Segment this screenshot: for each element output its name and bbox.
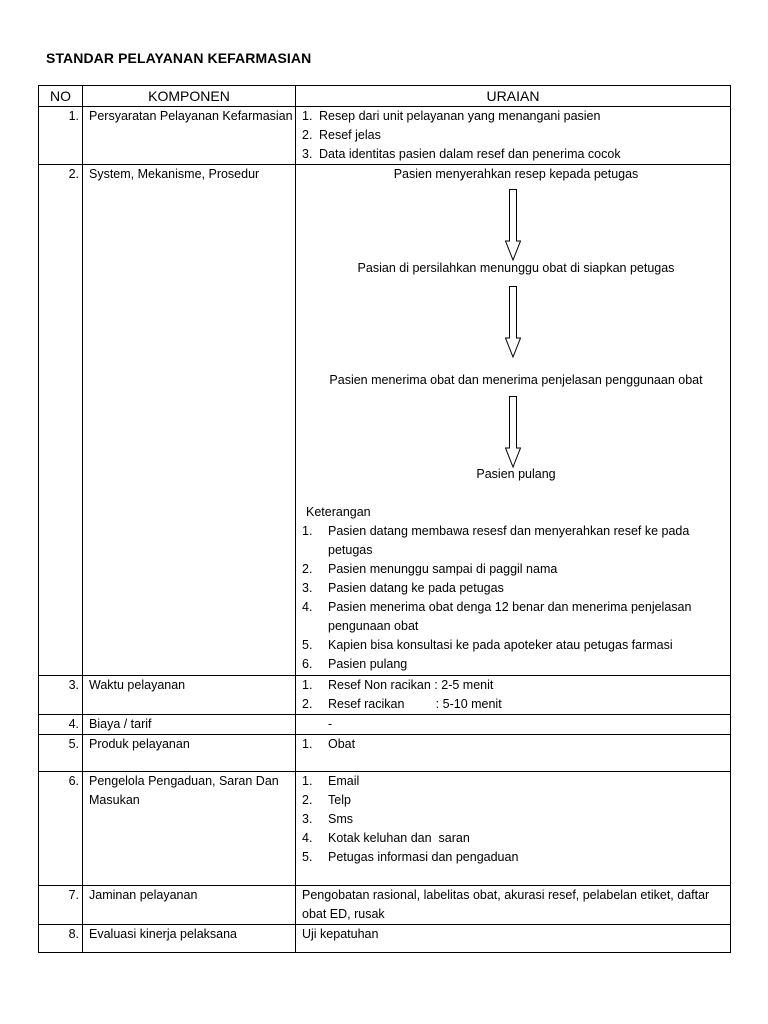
table-row <box>39 925 731 953</box>
row-komponen: Waktu pelayanan <box>83 676 296 715</box>
row-komponen: Evaluasi kinerja pelaksana <box>83 925 296 953</box>
row-komponen: Jaminan pelayanan <box>83 886 296 925</box>
table-header-row <box>39 86 731 107</box>
row-uraian <box>296 165 731 676</box>
pengaduan-list <box>302 772 730 867</box>
row-uraian <box>296 107 731 165</box>
row-uraian <box>296 772 731 886</box>
row-number: 4. <box>39 715 83 735</box>
table-row <box>39 676 731 715</box>
flow-step: Pasian di persilahkan menunggu obat di siapkan petugas <box>357 261 675 275</box>
row-number: 1. <box>39 107 83 165</box>
list-item: 3. Data identitas pasien dalam resef dan penerima cocok <box>302 147 621 161</box>
list-item: 2. Telp <box>302 793 351 807</box>
row-number: 5. <box>39 735 83 772</box>
list-item: 1. Obat <box>302 737 356 751</box>
table-row <box>39 165 731 676</box>
table-row <box>39 735 731 772</box>
row-komponen: System, Mekanisme, Prosedur <box>83 165 296 676</box>
procedure-flowchart <box>302 165 730 503</box>
row-uraian <box>296 676 731 715</box>
list-item: 3. Pasien datang ke pada petugas <box>302 581 504 595</box>
header-no: NO <box>39 86 83 107</box>
standards-table <box>38 85 731 953</box>
list-item: 4. Kotak keluhan dan saran <box>302 831 470 845</box>
table-row <box>39 715 731 735</box>
waktu-list <box>302 676 730 714</box>
table-row <box>39 886 731 925</box>
keterangan-list <box>302 522 730 674</box>
row-komponen: Produk pelayanan <box>83 735 296 772</box>
keterangan-label: Keterangan <box>306 505 371 519</box>
row-uraian: Uji kepatuhan <box>296 925 731 953</box>
row-number: 7. <box>39 886 83 925</box>
list-item: 2. Pasien menunggu sampai di paggil nama <box>302 562 558 576</box>
down-arrow-icon <box>505 189 521 261</box>
header-komponen: KOMPONEN <box>83 86 296 107</box>
row-komponen: Biaya / tarif <box>83 715 296 735</box>
row-number: 6. <box>39 772 83 886</box>
list-item: 1. Email <box>302 774 360 788</box>
down-arrow-icon <box>505 286 521 358</box>
produk-list <box>302 735 730 754</box>
row-number: 3. <box>39 676 83 715</box>
table-row <box>39 772 731 886</box>
list-item: 5. Kapien bisa konsultasi ke pada apoteker atau petugas farmasi <box>302 638 673 652</box>
document-title: STANDAR PELAYANAN KEFARMASIAN <box>46 50 312 66</box>
header-uraian: URAIAN <box>296 86 731 107</box>
row-komponen: Pengelola Pengaduan, Saran Dan Masukan <box>83 772 296 886</box>
down-arrow-icon <box>505 396 521 468</box>
list-item: 5. Petugas informasi dan pengaduan <box>302 850 519 864</box>
list-item: 1. Pasien datang membawa resesf dan menyerahkan resef ke pada petugas <box>302 524 690 557</box>
row-komponen: Persyaratan Pelayanan Kefarmasian <box>83 107 296 165</box>
list-item: 2. Resef jelas <box>302 128 381 142</box>
list-item: 1. Resep dari unit pelayanan yang menangani pasien <box>302 109 601 123</box>
row-uraian <box>296 735 731 772</box>
row-uraian: - <box>296 715 731 735</box>
table-row <box>39 107 731 165</box>
row-uraian: Pengobatan rasional, labelitas obat, akurasi resef, pelabelan etiket, daftar obat ED, rusak <box>296 886 731 925</box>
keterangan-section <box>302 503 730 674</box>
list-item: 2. Resef racikan : 5-10 menit <box>302 697 502 711</box>
flow-step: Pasien pulang <box>476 467 556 481</box>
list-item: 3. Sms <box>302 812 353 826</box>
row-number: 2. <box>39 165 83 676</box>
list-item: 6. Pasien pulang <box>302 657 408 671</box>
list-item: 1. Resef Non racikan : 2-5 menit <box>302 678 494 692</box>
row-number: 8. <box>39 925 83 953</box>
list-item: 4. Pasien menerima obat denga 12 benar dan menerima penjelasan pengunaan obat <box>302 600 692 633</box>
flow-step: Pasien menerima obat dan menerima penjelasan penggunaan obat <box>329 373 703 387</box>
requirement-list <box>302 107 730 164</box>
flow-step: Pasien menyerahkan resep kepada petugas <box>393 167 639 181</box>
